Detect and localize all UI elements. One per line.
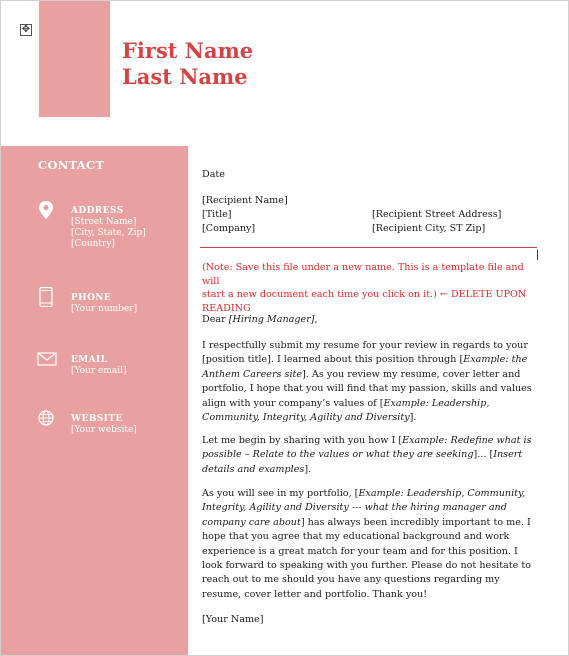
website-label: WEBSITE <box>71 414 123 424</box>
contact-heading: CONTACT <box>38 158 105 172</box>
table-move-handle-icon[interactable]: ✥ <box>21 24 31 35</box>
recipient-street: [Recipient Street Address] <box>372 209 502 220</box>
contact-sidebar <box>1 146 188 655</box>
email-label: EMAIL <box>71 355 108 365</box>
recipient-name: [Recipient Name] <box>202 195 288 206</box>
recipient-title: [Title] <box>202 209 232 220</box>
paragraph-2: Let me begin by sharing with you how I [Example: Redefine what is possible – Relate to the values or what they are seeking]... [Insert details and examples]. <box>202 435 532 475</box>
phone-icon <box>37 287 55 307</box>
phone-label: PHONE <box>71 293 112 303</box>
address-street: [Street Name] <box>71 217 137 227</box>
note-line-1: (Note: Save this file under a new name. This is a template file and will <box>202 262 524 287</box>
recipient-company: [Company] <box>202 223 256 234</box>
last-name: Last Name <box>122 64 248 89</box>
header-color-block <box>39 1 110 117</box>
text-cursor <box>537 250 538 260</box>
first-name: First Name <box>122 38 254 63</box>
globe-icon <box>37 408 55 428</box>
salutation-name: [Hiring Manager] <box>228 314 315 325</box>
note-line-2: start a new document each time you click on it.) ← DELETE UPON <box>202 289 527 300</box>
name-heading <box>122 38 253 90</box>
letter-date: Date <box>202 169 225 180</box>
email-address: [Your email] <box>71 366 127 376</box>
note-line-3: READING <box>202 302 251 314</box>
template-note <box>202 261 532 315</box>
location-pin-icon <box>37 200 55 220</box>
address-city: [City, State, Zip] <box>71 228 146 238</box>
recipient-city: [Recipient City, ST Zip] <box>372 223 486 234</box>
address-label: ADDRESS <box>71 206 124 216</box>
envelope-icon <box>37 349 57 369</box>
phone-number: [Your number] <box>71 304 138 314</box>
address-country: [Country] <box>71 239 115 249</box>
salutation: Dear [Hiring Manager], <box>202 314 318 325</box>
paragraph-3: As you will see in my portfolio, [Example: Leadership, Community, Integrity, Agility and Diversity --- what the hiring manager and company care about] has always been incredibly important to me. I hope that you agree that my educational background and work experience is a great match for your team and for this position. I look forward to speaking with you further. Please do not hesitate to reach out to me should you have any questions regarding my resume, cover letter and portfolio. Thank you! <box>202 488 531 600</box>
red-divider-line <box>200 247 537 248</box>
signature: [Your Name] <box>202 614 264 625</box>
website-url: [Your website] <box>71 425 137 435</box>
paragraph-1: I respectfully submit my resume for your review in regards to your [position title]. I learned about this position through [Example: the Anthem Careers site]. As you review my resume, cover letter and portfolio, I hope that you will find that my passion, skills and values align with your company’s values of [Example: Leadership, Community, Integrity, Agility and Diversity]. <box>202 340 532 424</box>
